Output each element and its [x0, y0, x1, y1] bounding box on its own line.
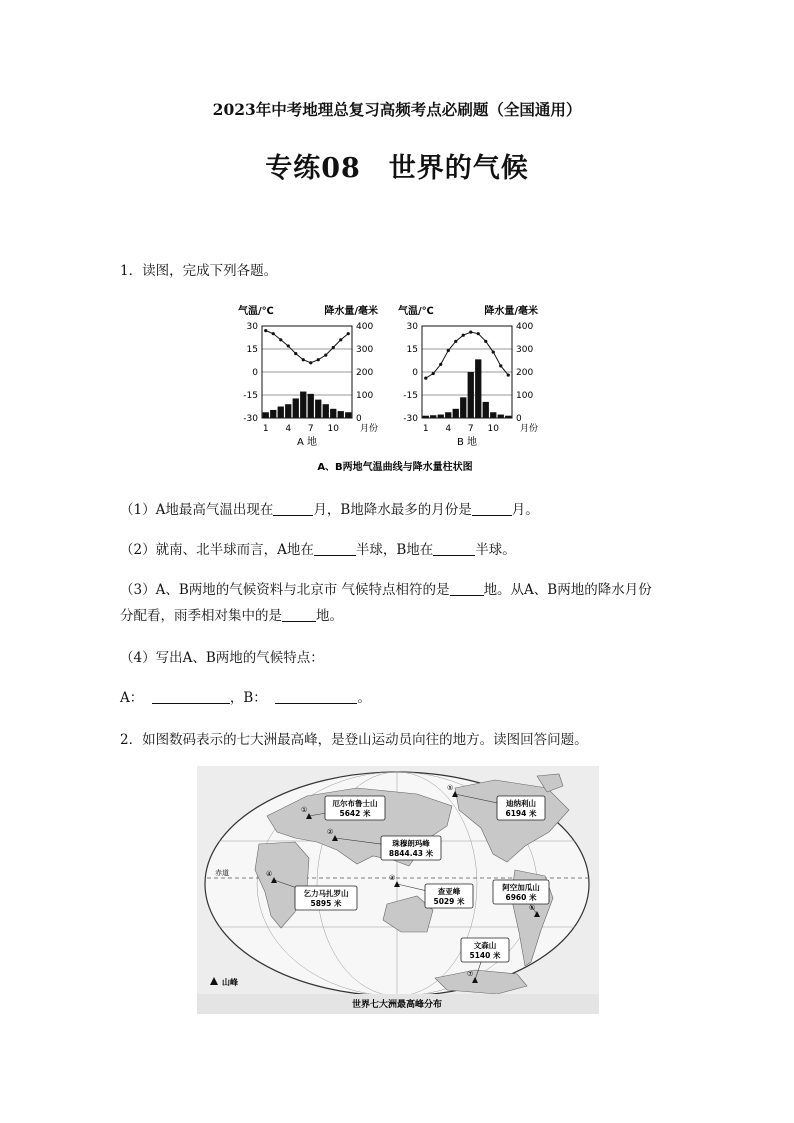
- precip-bar: [278, 407, 284, 419]
- peak-number: ⑤: [447, 784, 454, 792]
- precip-bar: [263, 412, 269, 418]
- temperature-point: [499, 364, 502, 367]
- temperature-point: [347, 332, 350, 335]
- temp-tick-label: -30: [403, 414, 418, 424]
- question-1-part-3: [120, 578, 652, 598]
- question-2-stem: 2．如图数码表示的七大洲最高峰，是登山运动员向往的地方。读图回答问题。: [120, 732, 588, 748]
- temperature-point: [317, 358, 320, 361]
- panel-name: A 地: [296, 437, 318, 448]
- precip-bar: [323, 404, 329, 418]
- peak-height: 8844.43 米: [388, 849, 434, 858]
- temperature-point: [469, 331, 472, 334]
- peak-number: ①: [301, 806, 308, 814]
- q1-part2-text-a: （2）就南、北半球而言，A地在: [120, 542, 314, 558]
- answer-b-label: ，B：: [229, 690, 267, 706]
- question-1-part-2: [120, 538, 516, 558]
- precip-tick-label: 0: [516, 414, 522, 424]
- peak-height: 5029 米: [433, 897, 465, 906]
- precip-bar: [293, 398, 299, 418]
- temperature-line: [426, 332, 509, 378]
- precip-bar: [460, 397, 466, 418]
- answer-blank[interactable]: [275, 689, 357, 704]
- precip-bar: [338, 411, 344, 418]
- temp-tick-label: 30: [246, 322, 258, 332]
- precip-bar: [498, 415, 504, 418]
- document-header: 2023年中考地理总复习高频考点必刷题（全国通用）: [212, 100, 582, 119]
- precip-bar: [483, 402, 489, 418]
- temp-tick-label: -15: [243, 391, 258, 401]
- temp-tick-label: -15: [403, 391, 418, 401]
- month-tick-label: 7: [467, 424, 474, 434]
- peak-height: 5642 米: [339, 809, 371, 818]
- peak-name: 珠穆朗玛峰: [392, 839, 430, 848]
- q1-part3-text-c: 分配看，雨季相对集中的是: [120, 608, 282, 624]
- precip-bar: [423, 416, 429, 418]
- world-peaks-map: [197, 766, 599, 1014]
- precip-bar: [308, 394, 314, 418]
- answer-blank[interactable]: [314, 541, 356, 556]
- temperature-point: [272, 332, 275, 335]
- peak-number: ③: [389, 874, 396, 882]
- temp-tick-label: 15: [406, 345, 418, 355]
- month-tick-label: 1: [262, 424, 269, 434]
- chart-caption: A、B两地气温曲线与降水量柱状图: [317, 462, 473, 473]
- temp-tick-label: 15: [246, 345, 258, 355]
- peak-name: 阿空加瓜山: [502, 883, 540, 892]
- precip-bar: [430, 415, 436, 418]
- answer-a-label: A：: [120, 690, 144, 706]
- temp-axis-label: 气温/℃: [398, 306, 434, 317]
- temp-tick-label: -30: [243, 414, 258, 424]
- precip-bar: [453, 409, 459, 418]
- climate-chart-a: [238, 304, 378, 448]
- temp-tick-label: 0: [412, 368, 418, 378]
- answer-blank[interactable]: [433, 541, 475, 556]
- precip-tick-label: 0: [356, 414, 362, 424]
- answer-blank[interactable]: [450, 581, 484, 596]
- equator-label: 赤道: [215, 869, 229, 877]
- question-1-part-3-cont: [120, 604, 343, 624]
- temperature-point: [302, 358, 305, 361]
- precip-tick-label: 100: [516, 391, 534, 401]
- temperature-point: [294, 352, 297, 355]
- precip-bar: [468, 372, 474, 418]
- temperature-point: [324, 354, 327, 357]
- peak-name: 文森山: [473, 941, 497, 950]
- q1-part3-text-a: （3）A、B两地的气候资料与北京市 气候特点相符的是: [120, 582, 450, 598]
- peak-height: 5895 米: [310, 899, 342, 908]
- q1-part3-text-b: 地。从A、B两地的降水月份: [483, 582, 652, 598]
- question-1-stem: 1．读图，完成下列各题。: [120, 263, 278, 279]
- q1-part2-text-c: 半球。: [475, 542, 516, 558]
- temp-axis-label: 气温/℃: [238, 306, 274, 317]
- temperature-point: [279, 338, 282, 341]
- month-tick-label: 7: [307, 424, 314, 434]
- question-1-part-4-answers: [120, 686, 371, 706]
- precip-bar: [505, 416, 511, 418]
- temp-tick-label: 0: [252, 368, 258, 378]
- question-1-part-4: （4）写出A、B两地的气候特点：: [120, 650, 324, 666]
- peak-name: 厄尔布鲁士山: [332, 799, 378, 808]
- precip-tick-label: 400: [516, 322, 534, 332]
- month-axis-label: 月份: [359, 424, 378, 434]
- month-tick-label: 10: [487, 424, 499, 434]
- q1-part1-text-b: 月，B地降水最多的月份是: [313, 502, 472, 518]
- temperature-point: [447, 349, 450, 352]
- temperature-point: [477, 332, 480, 335]
- map-caption: 世界七大洲最高峰分布: [351, 1000, 443, 1010]
- page-title: 专练08 世界的气候: [265, 153, 529, 184]
- precip-axis-label: 降水量/毫米: [484, 306, 538, 317]
- month-tick-label: 10: [327, 424, 339, 434]
- precip-bar: [438, 415, 444, 418]
- answer-blank[interactable]: [273, 501, 313, 516]
- temperature-line: [266, 331, 349, 363]
- q1-part1-text-a: （1）A地最高气温出现在: [120, 502, 274, 518]
- temperature-point: [454, 340, 457, 343]
- q1-part2-text-b: 半球，B地在: [355, 542, 434, 558]
- precip-bar: [330, 409, 336, 418]
- precip-tick-label: 300: [356, 345, 374, 355]
- q1-part3-text-d: 地。: [316, 608, 343, 624]
- precip-tick-label: 200: [516, 368, 534, 378]
- legend-label: 山峰: [222, 978, 238, 987]
- temperature-point: [507, 373, 510, 376]
- temperature-point: [439, 363, 442, 366]
- climate-chart-b: [398, 304, 538, 448]
- temperature-point: [462, 334, 465, 337]
- answer-blank[interactable]: [472, 501, 512, 516]
- q1-part1-text-c: 月。: [511, 502, 539, 518]
- precip-bar: [345, 412, 351, 418]
- peak-number: ④: [266, 870, 273, 878]
- precip-axis-label: 降水量/毫米: [324, 306, 378, 317]
- precip-bar: [490, 412, 496, 418]
- precip-bar: [315, 400, 321, 418]
- temperature-point: [264, 329, 267, 332]
- month-tick-label: 4: [445, 424, 452, 434]
- answer-blank[interactable]: [282, 607, 316, 622]
- peak-name: 查亚峰: [437, 887, 461, 896]
- precip-tick-label: 400: [356, 322, 374, 332]
- precip-tick-label: 200: [356, 368, 374, 378]
- precip-bar: [285, 404, 291, 418]
- temperature-point: [424, 377, 427, 380]
- peak-height: 6194 米: [505, 809, 537, 818]
- peak-name: 迪纳利山: [506, 799, 536, 808]
- climate-chart-figure: [230, 298, 560, 478]
- temperature-point: [492, 350, 495, 353]
- peak-name: 乞力马扎罗山: [303, 889, 349, 898]
- answer-end: 。: [357, 690, 371, 706]
- temperature-point: [287, 344, 290, 347]
- precip-tick-label: 100: [356, 391, 374, 401]
- precip-bar: [475, 359, 481, 418]
- precip-bar: [445, 412, 451, 418]
- peak-number: ⑥: [529, 904, 536, 912]
- precip-bar: [270, 410, 276, 418]
- temperature-point: [484, 340, 487, 343]
- temperature-point: [332, 346, 335, 349]
- month-axis-label: 月份: [519, 424, 538, 434]
- temperature-point: [309, 361, 312, 364]
- peak-number: ⑦: [467, 970, 474, 978]
- peak-height: 6960 米: [505, 893, 537, 902]
- temperature-point: [432, 372, 435, 375]
- answer-blank[interactable]: [152, 689, 230, 704]
- month-tick-label: 1: [422, 424, 429, 434]
- precip-tick-label: 300: [516, 345, 534, 355]
- temp-tick-label: 30: [406, 322, 418, 332]
- precip-bar: [300, 392, 306, 418]
- panel-name: B 地: [456, 437, 478, 448]
- question-1-part-1: [120, 498, 539, 518]
- month-tick-label: 4: [285, 424, 292, 434]
- temperature-point: [339, 338, 342, 341]
- peak-height: 5140 米: [469, 951, 501, 960]
- peak-number: ②: [327, 828, 334, 836]
